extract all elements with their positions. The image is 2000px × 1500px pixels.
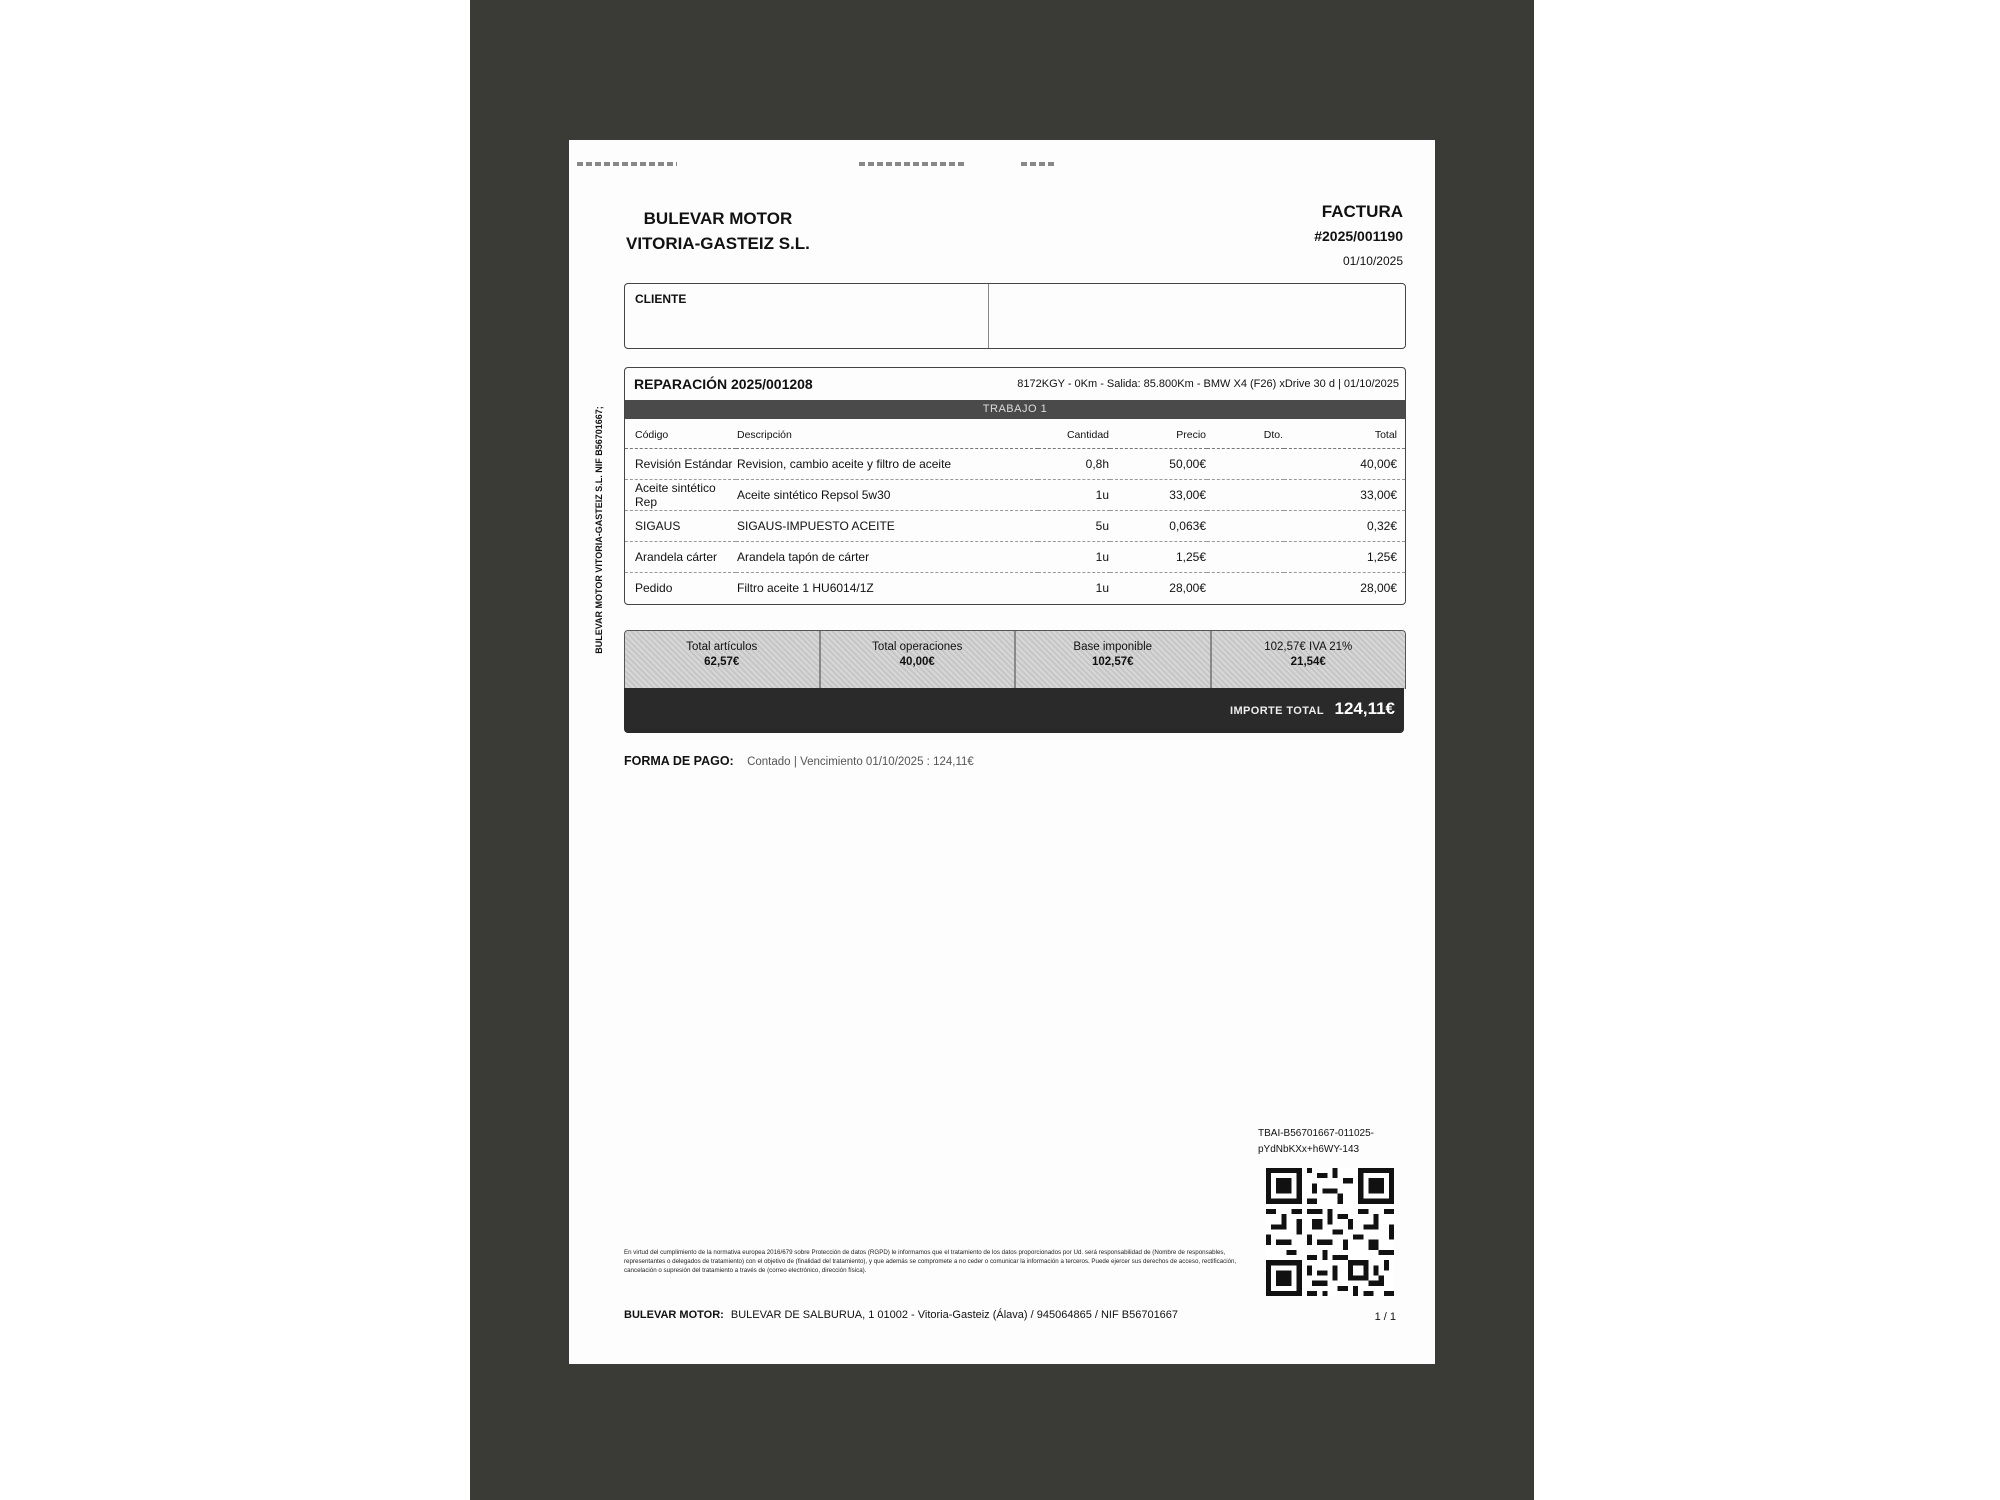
payment-line (624, 754, 974, 768)
header-cantidad: Cantidad (1038, 422, 1110, 449)
tbai-line1: TBAI-B56701667-011025- (1258, 1128, 1375, 1139)
invoice-number: #2025/001190 (1314, 228, 1403, 244)
cell-descripcion: SIGAUS-IMPUESTO ACEITE (736, 511, 1038, 542)
cell-descripcion: Revision, cambio aceite y filtro de aceite (736, 449, 1038, 480)
payment-label: FORMA DE PAGO: (624, 754, 734, 768)
cell-total: 1,25€ (1284, 542, 1405, 573)
cell-dto (1207, 511, 1284, 542)
company-name-line2: VITORIA-GASTEIZ S.L. (626, 234, 810, 253)
cell-codigo: SIGAUS (625, 511, 736, 542)
cell-total: 28,00€ (1360, 581, 1397, 595)
base-imponible-label: Base imponible (1073, 641, 1153, 653)
repair-box (624, 367, 1406, 605)
footer-company: BULEVAR MOTOR: (624, 1309, 724, 1321)
legal-notice: En virtud del cumplimiento de la normativa europea 2016/679 sobre Protección de datos (RGPD) le informamos que el tratamiento de los datos proporcionados por Ud. será responsabilidad de (Nombre de responsables, representantes o delegados de tratamiento) con el objetivo de (finalidad del tratamiento), y que además se compromete a no ceder o comunicar la información a terceros. Puede ejercer sus derechos de acceso, rectificación, cancelación o supresión del tratamiento a través de (correo electrónico, dirección física). (624, 1249, 1237, 1274)
invoice-title: FACTURA (1321, 202, 1403, 221)
total-operaciones-value: 40,00€ (899, 656, 935, 668)
cell-precio: 0,063€ (1110, 511, 1207, 542)
header-codigo: Código (625, 422, 736, 449)
cell-descripcion: Arandela tapón de cárter (736, 542, 1038, 573)
totals-bar (624, 630, 1406, 689)
cell-precio: 33,00€ (1110, 480, 1207, 511)
scan-noise (577, 162, 677, 166)
table-row (625, 573, 1405, 604)
table-row (625, 449, 1405, 480)
client-label: CLIENTE (635, 292, 687, 306)
cell-codigo: Revisión Estándar (625, 449, 736, 480)
client-box-divider (988, 284, 989, 348)
work-section-bar: TRABAJO 1 (625, 400, 1405, 419)
cell-dto (1207, 542, 1284, 573)
cell-dto (1207, 449, 1284, 480)
total-articulos (625, 631, 821, 689)
payment-method: Contado (747, 756, 791, 768)
base-imponible-value: 102,57€ (1091, 656, 1134, 668)
cell-precio: 50,00€ (1110, 449, 1207, 480)
scan-noise (859, 162, 964, 166)
table-row (625, 511, 1405, 542)
total-operaciones (821, 631, 1017, 689)
cell-precio: 28,00€ (1169, 581, 1206, 595)
iva-label: 102,57€ IVA 21% (1264, 641, 1353, 653)
header-descripcion: Descripción (736, 422, 1038, 449)
repair-title: REPARACIÓN 2025/001208 (634, 376, 813, 392)
tbai-code (1258, 1126, 1374, 1158)
cell-total: 40,00€ (1284, 449, 1405, 480)
items-table (625, 422, 1405, 603)
cell-descripcion: Filtro aceite 1 HU6014/1Z (737, 581, 874, 595)
company-name-line1: BULEVAR MOTOR (643, 209, 793, 228)
cell-descripcion: Aceite sintético Repsol 5w30 (736, 480, 1038, 511)
cell-cantidad: 5u (1038, 511, 1110, 542)
scan-noise (1021, 162, 1055, 166)
total-articulos-label: Total artículos (686, 641, 758, 653)
payment-separator: | (793, 756, 801, 768)
cell-dto (1207, 573, 1284, 604)
company-name (626, 206, 810, 256)
cell-codigo: Aceite sintético Rep (625, 480, 736, 511)
cell-cantidad: 1u (1095, 581, 1109, 595)
invoice-page (569, 140, 1435, 1364)
invoice-date: 01/10/2025 (1342, 254, 1403, 268)
importe-total-value: 124,11€ (1334, 699, 1395, 718)
table-row (625, 542, 1405, 573)
invoice-header (1314, 202, 1403, 268)
tbai-line2: pYdNbKXx+h6WY-143 (1258, 1144, 1360, 1155)
table-row (625, 480, 1405, 511)
total-operaciones-label: Total operaciones (872, 641, 963, 653)
page-number: 1 / 1 (1374, 1311, 1396, 1323)
grand-total-bar (624, 688, 1404, 733)
qr-code-icon (1266, 1168, 1394, 1296)
cell-cantidad: 1u (1038, 542, 1110, 573)
cell-precio: 1,25€ (1110, 542, 1207, 573)
cell-codigo: Arandela cárter (625, 542, 736, 573)
cell-cantidad: 0,8h (1038, 449, 1110, 480)
iva (1212, 631, 1406, 689)
page-footer (624, 1309, 1178, 1321)
payment-due: Vencimiento 01/10/2025 : 124,11€ (800, 756, 974, 768)
total-articulos-value: 62,57€ (704, 656, 740, 668)
importe-total-label: IMPORTE TOTAL (1229, 705, 1324, 717)
header-total: Total (1284, 422, 1405, 449)
cell-total: 0,32€ (1284, 511, 1405, 542)
cell-cantidad: 1u (1038, 480, 1110, 511)
table-header-row (625, 422, 1405, 449)
header-precio: Precio (1110, 422, 1207, 449)
repair-vehicle-info: 8172KGY - 0Km - Salida: 85.800Km - BMW X4 (F26) xDrive 30 d | 01/10/2025 (1017, 378, 1399, 390)
header-dto: Dto. (1207, 422, 1284, 449)
cell-dto (1207, 480, 1284, 511)
cell-total: 33,00€ (1284, 480, 1405, 511)
cell-codigo: Pedido (635, 581, 673, 595)
client-box (624, 283, 1406, 349)
iva-value: 21,54€ (1290, 656, 1326, 668)
base-imponible (1016, 631, 1212, 689)
footer-address: BULEVAR DE SALBURUA, 1 01002 - Vitoria-Gasteiz (Álava) / 945064865 / NIF B56701667 (730, 1309, 1179, 1321)
vertical-company-text: BULEVAR MOTOR VITORIA-GASTEIZ S.L. NIF B56701667; (594, 406, 604, 654)
